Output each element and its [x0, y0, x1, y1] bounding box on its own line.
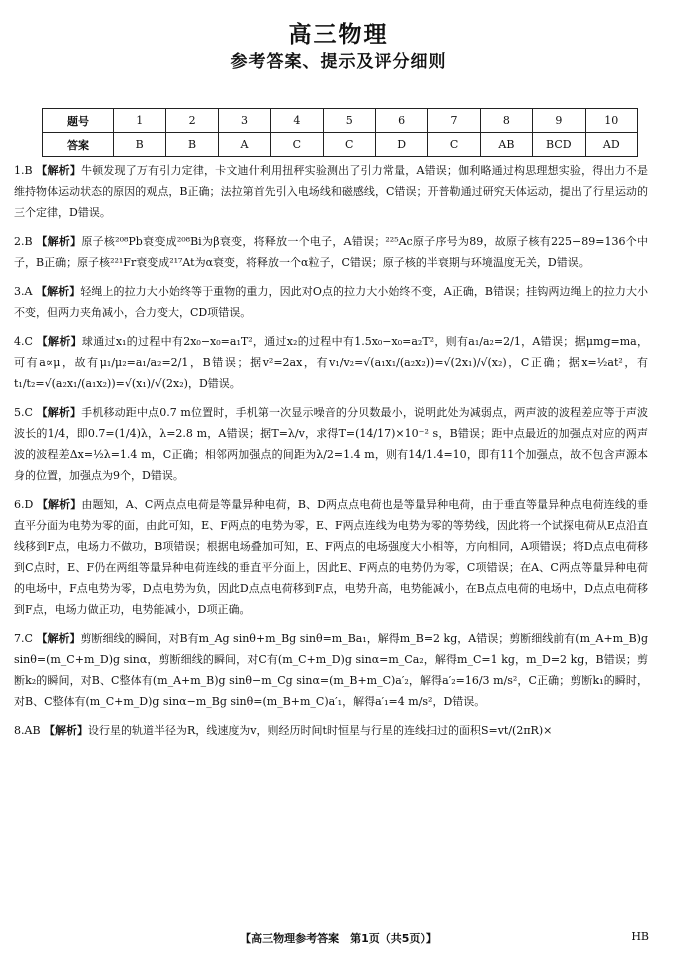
- analysis-tag: 【解析】: [44, 724, 89, 737]
- table-header-number: 题号: [43, 109, 114, 133]
- table-cell-answer: B: [114, 133, 166, 157]
- page-title: 高三物理: [288, 22, 389, 48]
- table-cell-number: 1: [114, 109, 166, 133]
- table-cell-number: 5: [323, 109, 375, 133]
- table-cell-number: 9: [533, 109, 585, 133]
- solution-item: [14, 720, 648, 741]
- table-cell-answer: BCD: [533, 133, 585, 157]
- item-number: 1.B: [14, 164, 33, 177]
- item-number: 7.C: [14, 632, 33, 645]
- analysis-tag: 【解析】: [36, 498, 82, 511]
- solution-item: [14, 494, 648, 620]
- item-text: 设行星的轨道半径为R，线速度为v，则经历时间t时恒星与行星的连线扫过的面积S=vt/(2πR)×: [88, 724, 553, 737]
- item-number: 5.C: [14, 406, 33, 419]
- item-number: 6.D: [14, 498, 34, 511]
- table-cell-answer: C: [271, 133, 323, 157]
- item-text: 球通过x₁的过程中有2x₀−x₀=a₁T²，通过x₂的过程中有1.5x₀−x₀=a₂T²，则有a₁/a₂=2/1，A错误；据μmg=ma，可有a∝μ，故有μ₁/μ₂=a₁/a₂=2/1，B错误；据v²=2ax，有v₁/v₂=√(a₁x₁/(a₂x₂))=√(2x₁)/√(x₂)，C正确；据x=½at²，有t₁/t₂=√(a₂x₁/(a₁x₂))=√(x₁)/√(2x₂)，D错误。: [14, 335, 648, 390]
- table-cell-answer: B: [166, 133, 218, 157]
- answer-table: [42, 108, 638, 157]
- table-cell-answer: C: [428, 133, 480, 157]
- item-text: 牛顿发现了万有引力定律，卡文迪什利用扭秤实验测出了引力常量，A错误；伽利略通过构思理想实验，得出力不是维持物体运动状态的原因的观点，B正确；法拉第首先引入电场线和磁感线，C错误；开普勒通过研究天体运动，提出了行星运动的三个定律，D错误。: [14, 164, 649, 219]
- page-subtitle: 参考答案、提示及评分细则: [230, 52, 447, 72]
- analysis-tag: 【解析】: [36, 406, 82, 419]
- solution-item: [14, 628, 648, 712]
- table-cell-answer: D: [375, 133, 427, 157]
- answer-table-number-row: [43, 109, 638, 133]
- solution-item: [14, 402, 648, 486]
- analysis-tag: 【解析】: [36, 335, 82, 348]
- table-cell-number: 6: [375, 109, 427, 133]
- table-cell-number: 2: [166, 109, 218, 133]
- analysis-tag: 【解析】: [36, 164, 82, 177]
- page-footer: 【高三物理参考答案 第1页（共5页）】: [240, 932, 437, 945]
- item-number: 3.A: [14, 285, 33, 298]
- solution-item: [14, 231, 648, 273]
- analysis-tag: 【解析】: [36, 632, 81, 645]
- table-cell-number: 4: [271, 109, 323, 133]
- analysis-tag: 【解析】: [36, 235, 82, 248]
- answer-table-answer-row: [43, 133, 638, 157]
- item-text: 手机移动距中点0.7 m位置时，手机第一次显示噪音的分贝数最小，说明此处为减弱点，两声波的波程差应等于声波波长的1/4，即0.7=(1/4)λ，λ=2.8 m，A错误；据T=λ/v，求得T=(14/17)×10⁻² s，B错误；距中点最近的加强点对应的两声波的波程差Δx=½λ=1.4 m，C正确；相邻两加强点的间距为λ/2=1.4 m，则有14/1.4=10，即有11个加强点，故不包含声源本身的位置，加强点为9个，D错误。: [14, 406, 649, 482]
- item-number: 2.B: [14, 235, 33, 248]
- footer-code: HB: [631, 930, 649, 943]
- table-cell-answer: A: [218, 133, 270, 157]
- table-cell-number: 3: [218, 109, 270, 133]
- solution-item: [14, 331, 648, 394]
- table-cell-number: 10: [585, 109, 637, 133]
- table-cell-answer: AB: [480, 133, 532, 157]
- analysis-tag: 【解析】: [36, 285, 81, 298]
- table-cell-number: 8: [480, 109, 532, 133]
- solution-item: [14, 281, 648, 323]
- item-text: 剪断细线的瞬间，对B有m_Ag sinθ+m_Bg sinθ=m_Ba₁，解得m_B=2 kg，A错误；剪断细线前有(m_A+m_B)g sinθ=(m_C+m_D)g sinα，剪断细线的瞬间，对C有(m_C+m_D)g sinα=m_Ca₂，解得m_C=1 kg，m_D=2 kg，B错误；剪断k₂的瞬间，对B、C整体有(m_A+m_B)g sinθ−m_Cg sinα=(m_B+m_C)a′₂，解得a′₂=16/3 m/s²，C正确；剪断k₁的瞬时，对B、C整体有(m_C+m_D)g sinα−m_Bg sinθ=(m_B+m_C)a′₁，解得a′₁=4 m/s²，D错误。: [14, 632, 649, 708]
- item-number: 8.AB: [14, 724, 41, 737]
- table-header-answer: 答案: [43, 133, 114, 157]
- solution-list: [14, 160, 648, 749]
- solution-item: [14, 160, 648, 223]
- table-cell-answer: AD: [585, 133, 637, 157]
- item-number: 4.C: [14, 335, 33, 348]
- item-text: 原子核²⁰⁸Pb衰变成²⁰⁸Bi为β衰变，将释放一个电子，A错误；²²⁵Ac原子序号为89，故原子核有225−89=136个中子，B正确；原子核²²¹Fr衰变成²¹⁷At为α衰变，将释放一个α粒子，C错误；原子核的半衰期与环境温度无关，D错误。: [14, 235, 649, 269]
- table-cell-answer: C: [323, 133, 375, 157]
- table-cell-number: 7: [428, 109, 480, 133]
- item-text: 轻绳上的拉力大小始终等于重物的重力，因此对O点的拉力大小始终不变，A正确，B错误；挂钩两边绳上的拉力大小不变，但两力夹角减小，合力变大，CD项错误。: [14, 285, 649, 319]
- item-text: 由题知，A、C两点点电荷是等量异种电荷，B、D两点点电荷也是等量异种电荷，由于垂直等量异种点电荷连线的垂直平分面为电势为零的面，由此可知，E、F两点的电势为零，E、F两点连线为电势为零的等势线，因此将一个试探电荷从E点沿直线移到F点，电场力不做功，B项错误；根据电场叠加可知，E、F两点的电场强度大小相等，方向相同，A项错误；将D点点电荷移到C点时，E、F仍在两组等量异种电荷连线的垂直平分面上，因此E、F两点的电势仍为零，C项错误；在A、C两点等量异种电荷的电场中，F点电势为零，D点电势为负，因此D点点电荷移到F点，电势升高，电势能减小，在B点点电荷的电场中，D点点电荷移到F点，电场力做正功，电势能减小，D项正确。: [14, 498, 648, 616]
